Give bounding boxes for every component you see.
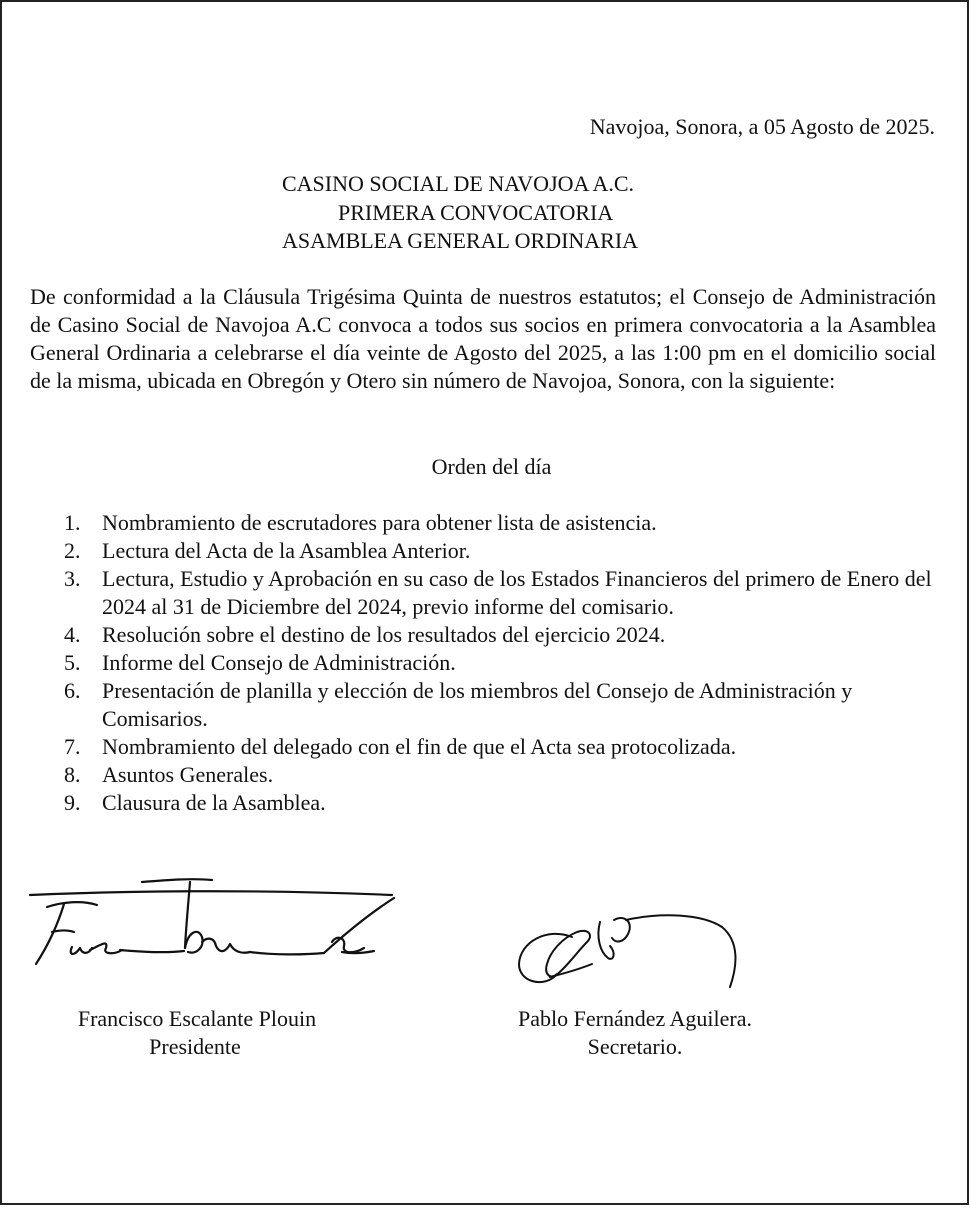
agenda-item-text: Clausura de la Asamblea. [102, 790, 326, 815]
agenda-item-text: Lectura, Estudio y Aprobación en su caso de los Estados Financieros del primero de Enero del 2024 al 31 de Diciembre del 2024, previo informe del comisario. [102, 566, 932, 619]
agenda-item [64, 537, 944, 565]
agenda-item-number: 4. [64, 622, 81, 647]
agenda-item-number: 5. [64, 650, 81, 675]
agenda-item-number: 9. [64, 790, 81, 815]
agenda-list [64, 509, 944, 817]
secretary-name: Pablo Fernández Aguilera. [518, 1006, 752, 1031]
agenda-item-text: Nombramiento del delegado con el fin de que el Acta sea protocolizada. [102, 734, 737, 759]
president-signer-block [42, 1005, 352, 1061]
agenda-item-text: Nombramiento de escrutadores para obtener lista de asistencia. [102, 510, 657, 535]
president-name: Francisco Escalante Plouin [77, 1006, 317, 1031]
agenda-item [64, 789, 944, 817]
agenda-item-text: Presentación de planilla y elección de los miembros del Consejo de Administración y Comisarios. [102, 678, 853, 731]
agenda-item-text: Resolución sobre el destino de los resultados del ejercicio 2024. [102, 622, 666, 647]
agenda-item-number: 2. [64, 538, 81, 563]
secretary-signature [519, 915, 735, 987]
agenda-item [64, 509, 944, 537]
agenda-item-text: Lectura del Acta de la Asamblea Anterior. [102, 538, 471, 563]
agenda-item [64, 677, 944, 733]
agenda-item-text: Informe del Consejo de Administración. [102, 650, 456, 675]
organization-name: CASINO SOCIAL DE NAVOJOA A.C. [282, 171, 635, 196]
agenda-item [64, 621, 944, 649]
agenda-item-number: 6. [64, 678, 81, 703]
agenda-item [64, 565, 944, 621]
agenda-item-text: Asuntos Generales. [102, 762, 274, 787]
agenda-item-number: 7. [64, 734, 81, 759]
agenda-item [64, 649, 944, 677]
secretary-signer-block [480, 1005, 790, 1061]
agenda-item-number: 1. [64, 510, 81, 535]
agenda-item-number: 8. [64, 762, 81, 787]
convocation-title: PRIMERA CONVOCATORIA [338, 200, 614, 225]
date-line: Navojoa, Sonora, a 05 Agosto de 2025. [589, 114, 935, 139]
intro-paragraph: De conformidad a la Cláusula Trigésima Quinta de nuestros estatutos; el Consejo de Administración de Casino Social de Navojoa A.C convoca a todos sus socios en primera convocatoria a la Asamblea General Ordinaria a celebrarse el día veinte de Agosto del 2025, a las 1:00 pm en el domicilio social de la misma, ubicada en Obregón y Otero sin número de Navojoa, Sonora, con la siguiente: [30, 284, 936, 393]
president-signature [30, 879, 394, 964]
agenda-item [64, 761, 944, 789]
agenda-item-number: 3. [64, 566, 81, 591]
agenda-title: Orden del día [431, 454, 552, 479]
secretary-role: Secretario. [587, 1034, 683, 1059]
agenda-item [64, 733, 944, 761]
assembly-title: ASAMBLEA GENERAL ORDINARIA [282, 228, 639, 253]
president-role: Presidente [149, 1034, 241, 1059]
